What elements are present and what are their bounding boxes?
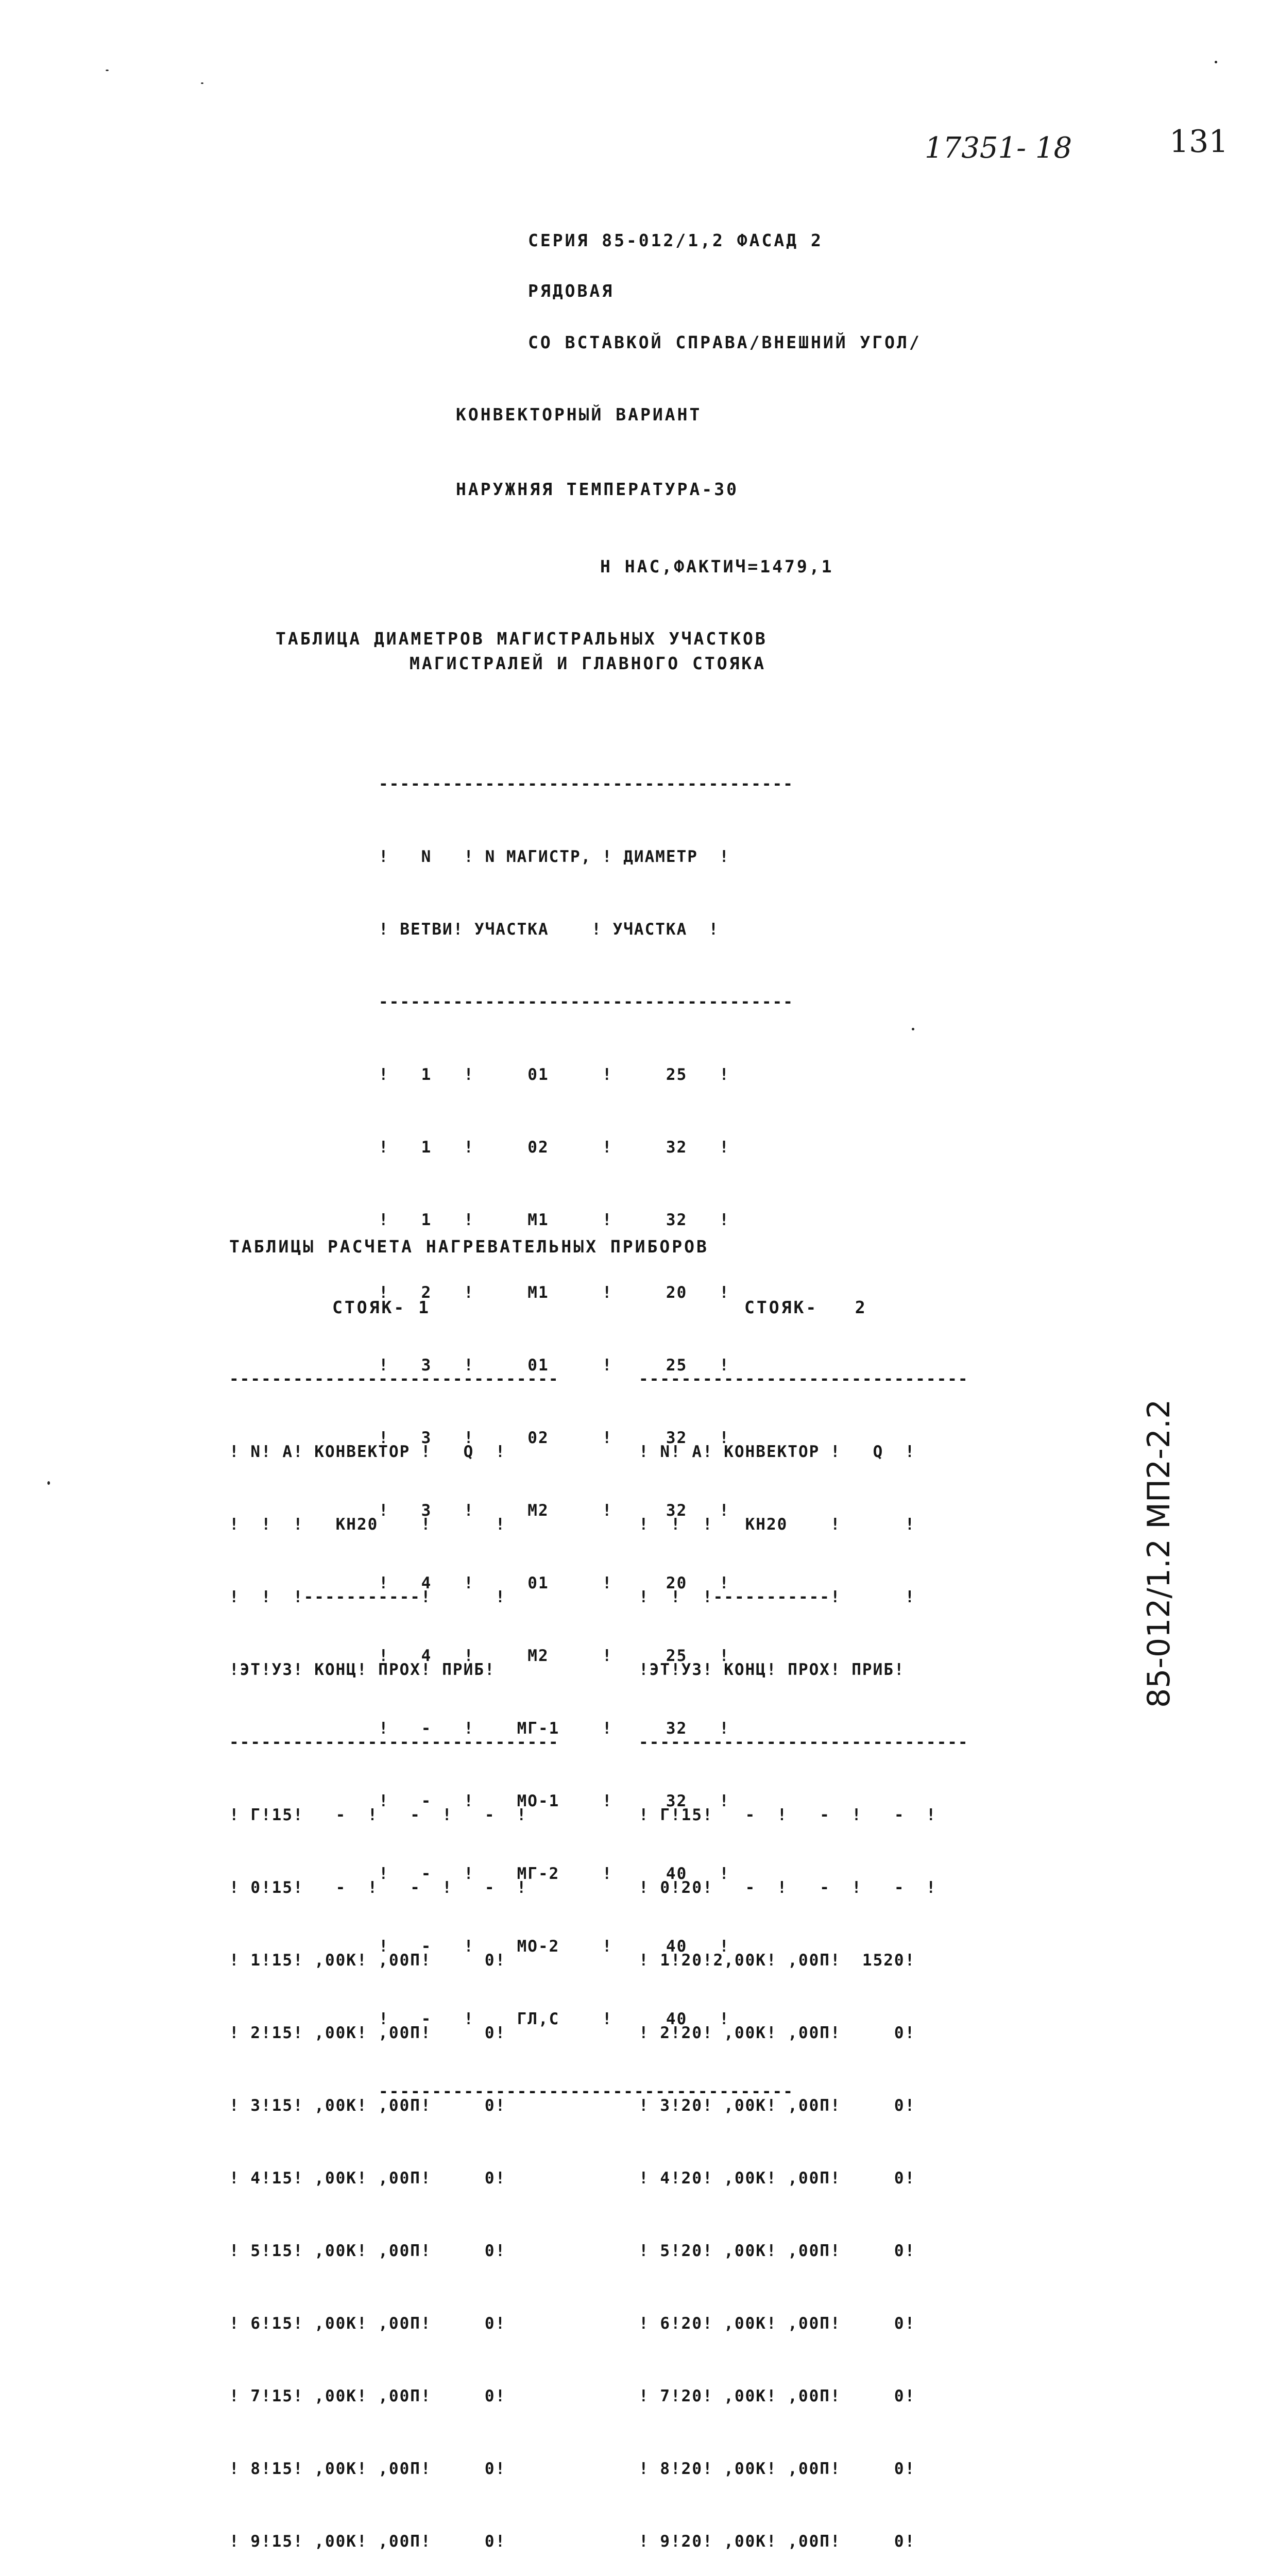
table-row: ! 1!15! ,00К! ,00П! 0! — [229, 1951, 506, 1970]
diameters-caption-line1: ТАБЛИЦА ДИАМЕТРОВ МАГИСТРАЛЬНЫХ УЧАСТКОВ — [276, 629, 768, 649]
table-row: ------------------------------- — [229, 1370, 559, 1388]
page-number: 131 — [1169, 124, 1229, 160]
table-row: ------------------------------- — [639, 1370, 969, 1388]
scan-speck — [912, 1028, 914, 1030]
scan-speck — [47, 1481, 50, 1485]
document-number: 17351- 18 — [925, 131, 1072, 165]
riser2-title: СТОЯК- 2 — [744, 1297, 867, 1317]
table-row: ! 2!15! ,00К! ,00П! 0! — [229, 2024, 506, 2042]
table-row: ! 1!20!2,00К! ,00П! 1520! — [639, 1951, 916, 1970]
table-row: ! 2!20! ,00К! ,00П! 0! — [639, 2024, 916, 2042]
temperature-line: НАРУЖНЯЯ ТЕМПЕРАТУРА-30 — [456, 479, 739, 499]
table-row: ! 8!20! ,00К! ,00П! 0! — [639, 2460, 916, 2478]
side-stamp: 85-012/1.2 МП2-2.2 — [1141, 1399, 1177, 1708]
riser2-table — [639, 1319, 969, 2576]
heaters-caption: ТАБЛИЦЫ РАСЧЕТА НАГРЕВАТЕЛЬНЫХ ПРИБОРОВ — [229, 1236, 709, 1257]
scan-speck — [106, 70, 109, 71]
table-row: ! 4!20! ,00К! ,00П! 0! — [639, 2169, 916, 2188]
table-row: ! 6!15! ,00К! ,00П! 0! — [229, 2314, 506, 2333]
table-row: ! 9!15! ,00К! ,00П! 0! — [229, 2532, 506, 2551]
table-row: --------------------------------------- — [379, 775, 794, 793]
table-row: ! 4 ! 01 ! 20 ! — [379, 1574, 730, 1592]
table-row: ! ! ! КН20 ! ! — [639, 1515, 916, 1534]
table-row: ! 4 ! М2 ! 25 ! — [379, 1647, 730, 1665]
table-row: ! 1 ! М1 ! 32 ! — [379, 1211, 730, 1229]
table-row: ! 0!15! - ! - ! - ! — [229, 1878, 527, 1897]
insert-line: СО ВСТАВКОЙ СПРАВА/ВНЕШНИЙ УГОЛ/ — [528, 332, 922, 352]
table-row: ! ! ! КН20 ! ! — [229, 1515, 506, 1534]
table-row: ! 7!15! ,00К! ,00П! 0! — [229, 2387, 506, 2405]
variant-line: КОНВЕКТОРНЫЙ ВАРИАНТ — [456, 404, 702, 425]
pressure-line: Н НАС,ФАКТИЧ=1479,1 — [600, 556, 834, 577]
type-line: РЯДОВАЯ — [528, 281, 615, 301]
table-row: !ЭТ!УЗ! КОНЦ! ПРОХ! ПРИБ! — [229, 1660, 496, 1679]
table-row: ! Г!15! - ! - ! - ! — [229, 1806, 527, 1824]
table-row: ! 8!15! ,00К! ,00П! 0! — [229, 2460, 506, 2478]
table-row: ! 4!15! ,00К! ,00П! 0! — [229, 2169, 506, 2188]
table-row: ! 6!20! ,00К! ,00П! 0! — [639, 2314, 916, 2333]
table-row: ! 3 ! 02 ! 32 ! — [379, 1429, 730, 1447]
table-row: ! 1 ! 02 ! 32 ! — [379, 1138, 730, 1157]
table-row: ------------------------------- — [639, 1733, 969, 1752]
table-row: ! ! !-----------! ! — [639, 1588, 916, 1606]
table-row: ! - ! ГЛ,С ! 40 ! — [379, 2010, 730, 2028]
table-row: ! 3 ! М2 ! 32 ! — [379, 1501, 730, 1520]
diameters-caption-line2: МАГИСТРАЛЕЙ И ГЛАВНОГО СТОЯКА — [410, 653, 766, 673]
table-row: ! - ! МО-2 ! 40 ! — [379, 1937, 730, 1956]
table-row: ! N! А! КОНВЕКТОР ! Q ! — [639, 1443, 916, 1461]
riser1-table — [229, 1319, 559, 2576]
table-row: ! - ! МГ-2 ! 40 ! — [379, 1865, 730, 1883]
table-row: ! 1 ! 01 ! 25 ! — [379, 1065, 730, 1084]
table-row: --------------------------------------- — [379, 2082, 794, 2101]
table-row: ! ! !-----------! ! — [229, 1588, 506, 1606]
table-row: ! 5!15! ,00К! ,00П! 0! — [229, 2242, 506, 2260]
table-row: ! 2 ! М1 ! 20 ! — [379, 1283, 730, 1302]
table-row: ! 0!20! - ! - ! - ! — [639, 1878, 937, 1897]
table-row: ! 5!20! ,00К! ,00П! 0! — [639, 2242, 916, 2260]
table-row: ! N ! N МАГИСТР, ! ДИАМЕТР ! — [379, 848, 730, 866]
table-row: ! - ! МО-1 ! 32 ! — [379, 1792, 730, 1810]
scan-speck — [1215, 61, 1217, 63]
table-row: ! 3!20! ,00К! ,00П! 0! — [639, 2096, 916, 2115]
series-line: СЕРИЯ 85-012/1,2 ФАСАД 2 — [528, 230, 823, 250]
table-row: ! N! А! КОНВЕКТОР ! Q ! — [229, 1443, 506, 1461]
table-row: ! 3!15! ,00К! ,00П! 0! — [229, 2096, 506, 2115]
table-row: ! 7!20! ,00К! ,00П! 0! — [639, 2387, 916, 2405]
table-row: ! 9!20! ,00К! ,00П! 0! — [639, 2532, 916, 2551]
riser1-title: СТОЯК- 1 — [332, 1297, 431, 1317]
table-row: ! Г!15! - ! - ! - ! — [639, 1806, 937, 1824]
table-row: ! 3 ! 01 ! 25 ! — [379, 1356, 730, 1375]
table-row: ! - ! МГ-1 ! 32 ! — [379, 1719, 730, 1738]
table-row: --------------------------------------- — [379, 993, 794, 1011]
table-row: !ЭТ!УЗ! КОНЦ! ПРОХ! ПРИБ! — [639, 1660, 905, 1679]
table-row: ! ВЕТВИ! УЧАСТКА ! УЧАСТКА ! — [379, 920, 720, 939]
table-row: ------------------------------- — [229, 1733, 559, 1752]
scan-speck — [201, 82, 203, 84]
